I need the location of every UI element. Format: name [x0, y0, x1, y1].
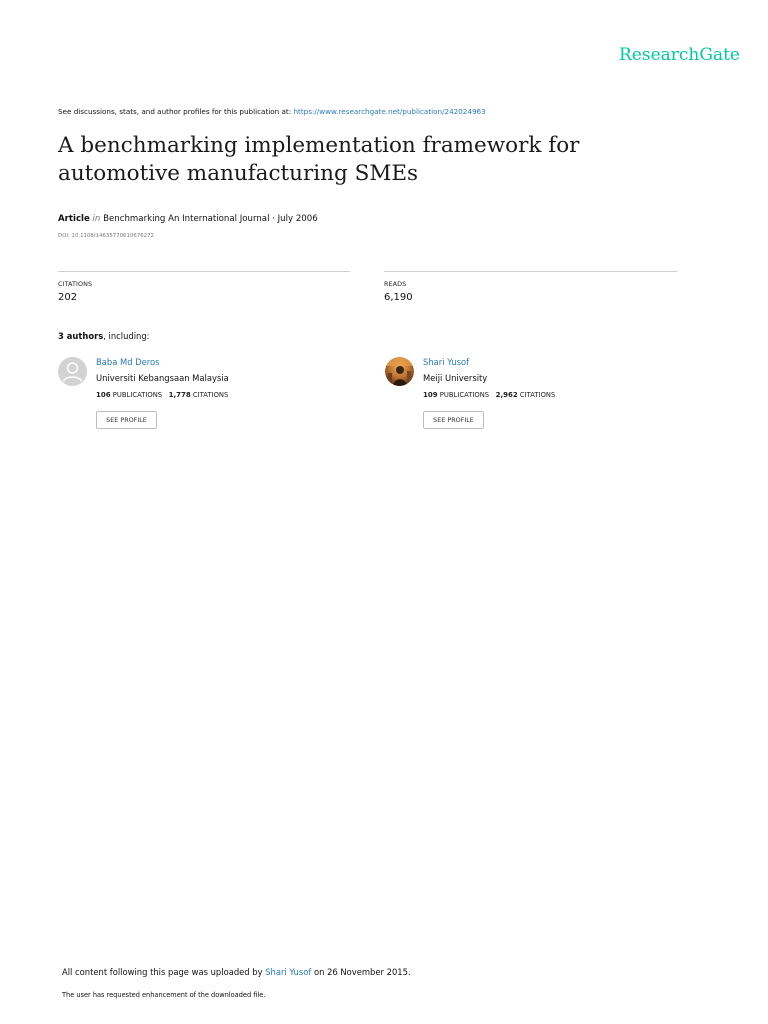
citations-divider	[58, 271, 350, 272]
author-avatar[interactable]	[58, 357, 87, 386]
authors-including: , including:	[103, 331, 150, 341]
publication-url-link[interactable]: https://www.researchgate.net/publication/242024963	[293, 107, 486, 116]
author-citations-count: 2,962	[495, 391, 518, 399]
publication-type: Article	[58, 214, 90, 224]
publication-meta	[58, 214, 318, 224]
authors-heading	[58, 331, 150, 341]
author-institution: Universiti Kebangsaan Malaysia	[96, 373, 229, 383]
profile-photo	[385, 357, 414, 386]
citations-label: CITATIONS	[58, 280, 93, 288]
authors-count: 3 authors	[58, 331, 104, 341]
upload-date-text: on 26 November 2015.	[313, 967, 411, 977]
author-citations-label: CITATIONS	[192, 391, 229, 399]
reads-label: READS	[384, 280, 407, 288]
uploader-link[interactable]: Shari Yusof	[265, 967, 312, 977]
reads-divider	[384, 271, 677, 272]
upload-notice-prefix: All content following this page was uploaded by	[62, 967, 263, 977]
author-stats	[96, 391, 228, 399]
author-name-link[interactable]: Shari Yusof	[423, 357, 470, 367]
author-stats	[423, 391, 555, 399]
see-profile-button[interactable]: SEE PROFILE	[423, 411, 484, 429]
publication-title: A benchmarking implementation framework for automotive manufacturing SMEs	[58, 133, 580, 186]
publication-url-line	[58, 107, 486, 116]
enhancement-notice: The user has requested enhancement of the downloaded file.	[62, 991, 266, 999]
doi: DOI: 10.1108/14635770610676272	[58, 233, 154, 239]
see-discussions-text: See discussions, stats, and author profiles for this publication at:	[58, 107, 292, 116]
publications-count: 109	[423, 391, 438, 399]
see-profile-button[interactable]: SEE PROFILE	[96, 411, 157, 429]
author-name-link[interactable]: Baba Md Deros	[96, 357, 160, 367]
upload-notice	[62, 967, 411, 977]
journal-date: Benchmarking An International Journal · July 2006	[103, 214, 318, 224]
default-user-icon	[58, 357, 87, 386]
citations-value: 202	[58, 292, 78, 303]
author-avatar[interactable]	[385, 357, 414, 386]
publications-count: 106	[96, 391, 111, 399]
reads-value: 6,190	[384, 292, 413, 303]
author-institution: Meiji University	[423, 373, 488, 383]
author-citations-count: 1,778	[168, 391, 191, 399]
in-label: in	[92, 214, 101, 224]
researchgate-logo[interactable]: ResearchGate	[619, 45, 740, 65]
publications-label: PUBLICATIONS	[112, 391, 163, 399]
publications-label: PUBLICATIONS	[439, 391, 490, 399]
author-citations-label: CITATIONS	[519, 391, 556, 399]
